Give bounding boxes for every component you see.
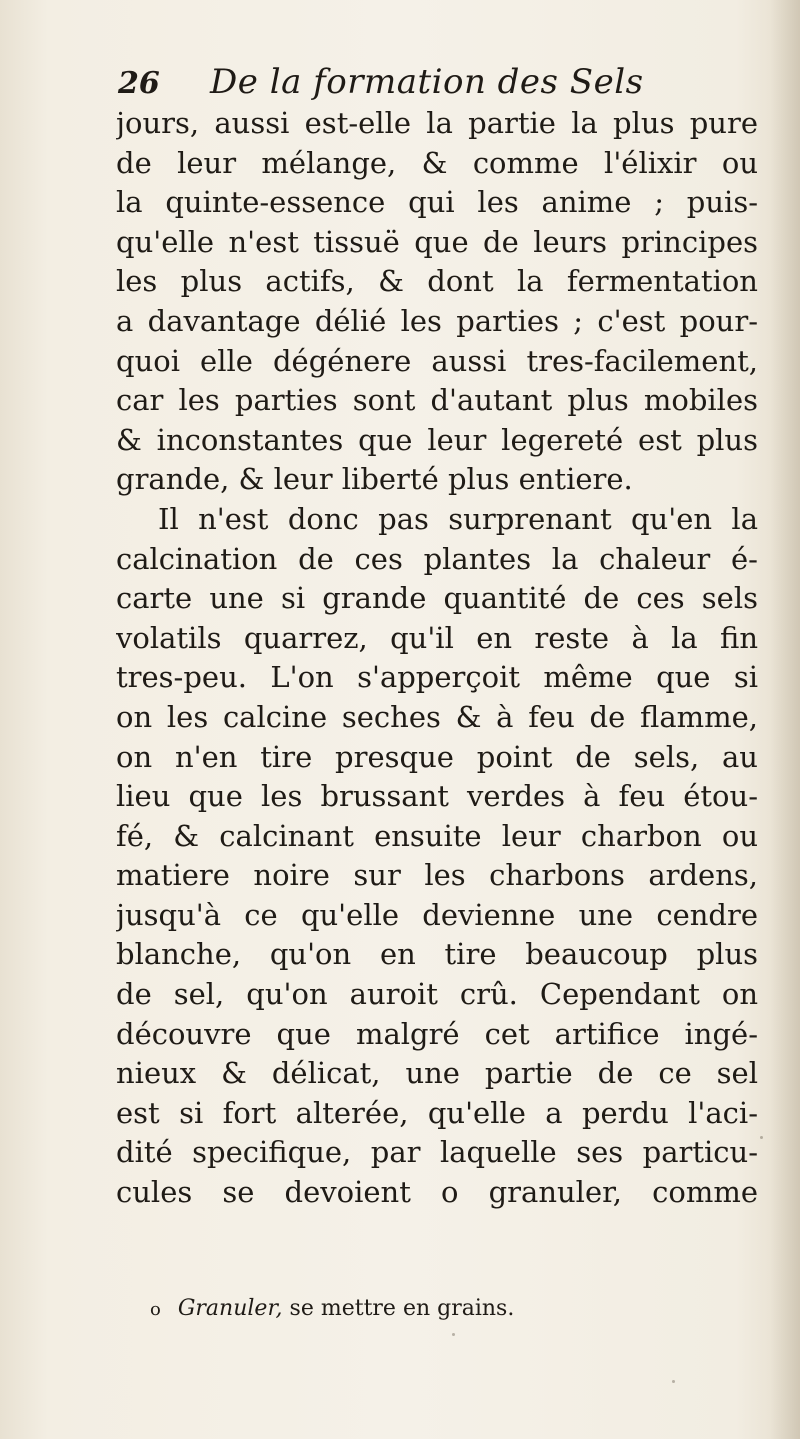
footnote-definition: se mettre en grains. bbox=[289, 1296, 515, 1321]
text-line: on les calcine seches & à feu de flamme, bbox=[116, 699, 758, 734]
text-line: quoi elle dégénere aussi tres-facilement, bbox=[116, 343, 758, 378]
running-title: De la formation des Sels bbox=[210, 62, 644, 102]
body-text bbox=[116, 104, 758, 1213]
text-line: tres-peu. L'on s'apperçoit même que si bbox=[116, 660, 758, 695]
footnote bbox=[150, 1296, 630, 1321]
footnote-marker: o bbox=[150, 1299, 161, 1320]
text-line: la quinte-essence qui les anime ; puis- bbox=[116, 185, 758, 220]
scan-speck bbox=[760, 1136, 763, 1139]
text-line: de leur mélange, & comme l'élixir ou bbox=[116, 145, 758, 180]
text-line: carte une si grande quantité de ces sels bbox=[116, 581, 758, 616]
text-line: qu'elle n'est tissuë que de leurs principes bbox=[116, 224, 758, 259]
text-line: jusqu'à ce qu'elle devienne une cendre bbox=[116, 897, 758, 932]
page-header bbox=[118, 62, 758, 106]
text-line: & inconstantes que leur legereté est plus bbox=[116, 422, 758, 457]
text-line: volatils quarrez, qu'il en reste à la fin bbox=[116, 620, 758, 655]
text-line: matiere noire sur les charbons ardens, bbox=[116, 858, 758, 893]
text-line: on n'en tire presque point de sels, au bbox=[116, 739, 758, 774]
text-line: cules se devoient o granuler, comme bbox=[116, 1175, 758, 1210]
page-number: 26 bbox=[118, 66, 160, 101]
text-line: jours, aussi est-elle la partie la plus pure bbox=[116, 106, 758, 140]
scan-speck bbox=[672, 1380, 675, 1383]
paragraph-end-line: grande, & leur liberté plus entiere. bbox=[116, 462, 633, 497]
text-line: blanche, qu'on en tire beaucoup plus bbox=[116, 937, 758, 972]
paragraph-start-line: Il n'est donc pas surprenant qu'en la bbox=[158, 501, 758, 536]
text-line: de sel, qu'on auroit crû. Cependant on bbox=[116, 977, 758, 1012]
text-line: a davantage délié les parties ; c'est pour- bbox=[116, 303, 758, 338]
page-edge-shadow bbox=[770, 0, 800, 1439]
text-line: car les parties sont d'autant plus mobiles bbox=[116, 383, 758, 418]
text-line: nieux & délicat, une partie de ce sel bbox=[116, 1056, 758, 1091]
scan-speck bbox=[452, 1333, 455, 1336]
text-line: lieu que les brussant verdes à feu étou- bbox=[116, 779, 758, 814]
text-line: dité specifique, par laquelle ses particu- bbox=[116, 1135, 758, 1170]
text-line: est si fort alterée, qu'elle a perdu l'aci- bbox=[116, 1095, 758, 1130]
text-line: calcination de ces plantes la chaleur é- bbox=[116, 541, 758, 576]
footnote-term: Granuler, bbox=[177, 1296, 283, 1321]
text-line: les plus actifs, & dont la fermentation bbox=[116, 264, 758, 299]
text-line: fé, & calcinant ensuite leur charbon ou bbox=[116, 818, 758, 853]
text-line: découvre que malgré cet artifice ingé- bbox=[116, 1016, 758, 1051]
